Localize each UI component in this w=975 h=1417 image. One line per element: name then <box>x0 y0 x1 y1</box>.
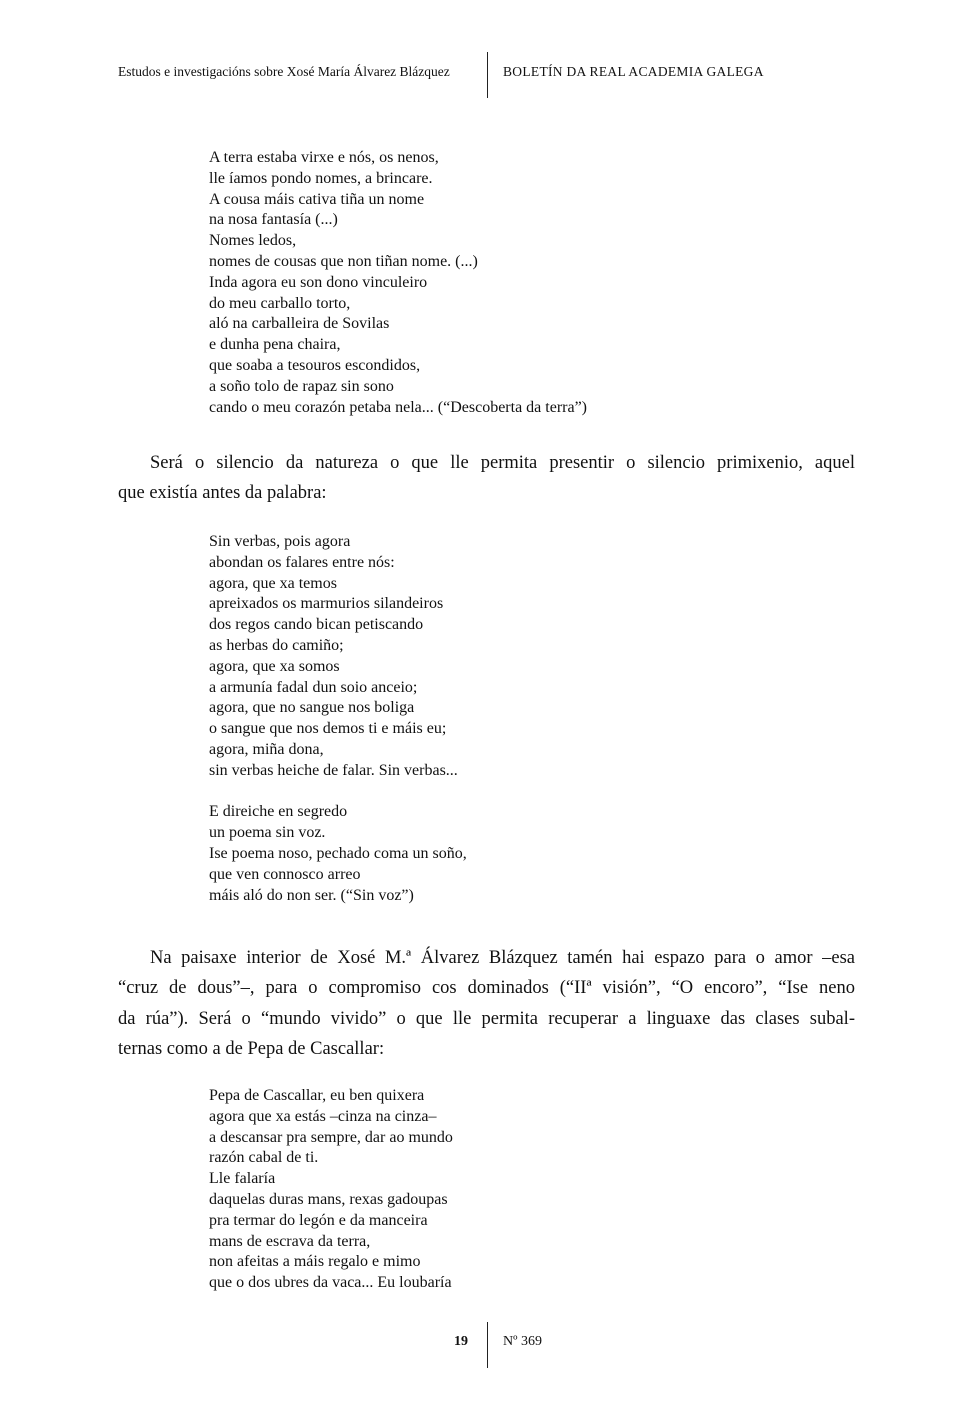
verse-line: agora, miña dona, <box>209 740 324 758</box>
paragraph-line: que existía antes da palabra: <box>118 483 327 504</box>
verse-line: abondan os falares entre nós: <box>209 553 395 571</box>
verse-line: agora, que xa somos <box>209 657 340 675</box>
verse-line: o sangue que nos demos ti e máis eu; <box>209 720 447 738</box>
verse-line: dos regos cando bican petiscando <box>209 616 424 634</box>
stanza-break <box>209 782 467 803</box>
verse-line: agora que xa estás –cinza na cinza– <box>209 1107 437 1125</box>
verse-line: daquelas duras mans, rexas gadoupas <box>209 1190 448 1208</box>
paragraph-line: Será o silencio da natureza o que lle permita presentir o silencio primixenio, aquel <box>150 453 855 473</box>
page-number: 19 <box>454 1334 468 1349</box>
verse-line: máis aló do non ser. (“Sin voz”) <box>209 886 414 904</box>
verse-line: na nosa fantasía (...) <box>209 211 338 229</box>
verse-line: que soaba a tesouros escondidos, <box>209 356 421 374</box>
verse-line: nomes de cousas que non tiñan nome. (...) <box>209 252 478 270</box>
verse-line: que o dos ubres da vaca... Eu loubaría <box>209 1274 452 1292</box>
body-paragraph-1 <box>118 448 855 509</box>
verse-line: pra termar do legón e da manceira <box>209 1211 428 1229</box>
verse-line: non afeitas a máis regalo e mimo <box>209 1253 421 1271</box>
poem-quote-3 <box>209 1086 453 1294</box>
verse-line: que ven connosco arreo <box>209 865 361 883</box>
header-journal-title: BOLETÍN DA REAL ACADEMIA GALEGA <box>503 64 764 79</box>
verse-line: razón cabal de ti. <box>209 1149 319 1167</box>
paragraph-line: da rúa”). Será o “mundo vivido” o que lle permita recuperar a linguaxe das clases subal- <box>118 1008 855 1029</box>
paragraph-line: “cruz de dous”–, para o compromiso cos dominados (“IIª visión”, “O encoro”, “Ise neno <box>118 978 855 999</box>
paragraph-line: ternas como a de Pepa de Cascallar: <box>118 1039 385 1060</box>
verse-line: lle íamos pondo nomes, a brincare. <box>209 169 433 187</box>
verse-line: Pepa de Cascallar, eu ben quixera <box>209 1087 425 1104</box>
header-article-title: Estudos e investigacións sobre Xosé María Álvarez Blázquez <box>118 64 450 79</box>
verse-line: E direiche en segredo <box>209 803 348 821</box>
verse-line: Inda agora eu son dono vinculeiro <box>209 273 428 291</box>
verse-line: e dunha pena chaira, <box>209 336 341 354</box>
verse-line: A terra estaba virxe e nós, os nenos, <box>209 149 439 166</box>
verse-line: do meu carballo torto, <box>209 294 351 312</box>
verse-line: a descansar pra sempre, dar ao mundo <box>209 1128 453 1146</box>
footer-divider <box>487 1322 488 1368</box>
verse-line: Lle falaría <box>209 1170 276 1188</box>
verse-line: agora, que no sangue nos boliga <box>209 699 415 717</box>
body-paragraph-2 <box>118 943 855 1065</box>
verse-line: apreixados os marmurios silandeiros <box>209 595 444 613</box>
verse-line: as herbas do camiño; <box>209 636 344 654</box>
verse-line: aló na carballeira de Sovilas <box>209 315 390 333</box>
verse-line: sin verbas heiche de falar. Sin verbas... <box>209 761 458 779</box>
verse-line: Nomes ledos, <box>209 232 297 250</box>
poem-quote-1 <box>209 148 587 418</box>
verse-line: a soño tolo de rapaz sin sono <box>209 377 394 395</box>
verse-line: a armunía fadal dun soio anceio; <box>209 678 418 696</box>
verse-line: agora, que xa temos <box>209 574 337 592</box>
header-divider <box>487 52 488 98</box>
paragraph-line: Na paisaxe interior de Xosé M.ª Álvarez Blázquez tamén hai espazo para o amor –esa <box>150 948 855 968</box>
verse-line: A cousa máis cativa tiña un nome <box>209 190 425 208</box>
verse-line: un poema sin voz. <box>209 824 326 842</box>
issue-number: Nº 369 <box>503 1334 542 1349</box>
poem-quote-2 <box>209 532 467 906</box>
verse-line: Sin verbas, pois agora <box>209 533 351 550</box>
verse-line: cando o meu corazón petaba nela... (“Descoberta da terra”) <box>209 398 588 416</box>
verse-line: mans de escrava da terra, <box>209 1232 371 1250</box>
verse-line: Ise poema noso, pechado coma un soño, <box>209 844 467 862</box>
